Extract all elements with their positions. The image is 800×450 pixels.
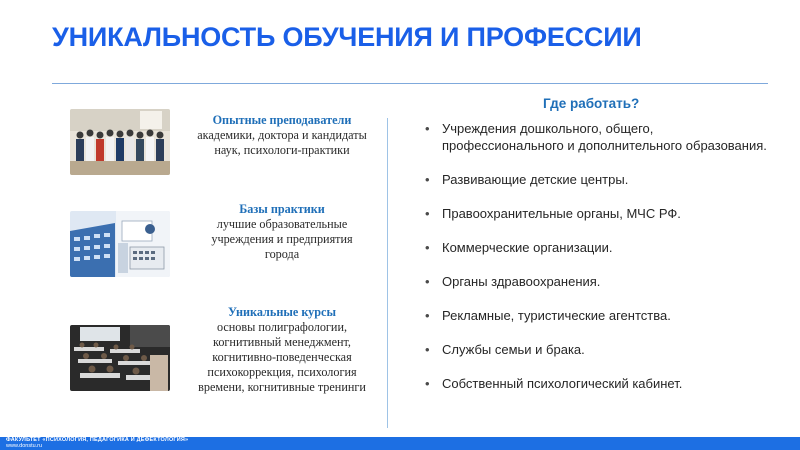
footer-bar: [0, 437, 800, 450]
feature-title: Опытные преподаватели: [212, 113, 352, 127]
list-item: • Рекламные, туристические агентства.: [422, 307, 772, 324]
list-item: • Коммерческие организации.: [422, 239, 772, 256]
list-item: • Органы здравоохранения.: [422, 273, 772, 290]
classroom-photo: [70, 325, 170, 391]
list-item: • Правоохранительные органы, МЧС РФ.: [422, 205, 772, 222]
feature-practice-bases: [196, 202, 368, 262]
feature-description: академики, доктора и кандидаты наук, психологи-практики: [197, 128, 367, 157]
office-building-collage: [70, 211, 170, 277]
title-divider: [52, 83, 768, 84]
list-item: • Собственный психологический кабинет.: [422, 375, 772, 392]
footer-url[interactable]: www.donstu.ru: [6, 443, 43, 449]
list-item: • Учреждения дошкольного, общего, профессионального и дополнительного образования.: [422, 120, 772, 154]
list-item: • Службы семьи и брака.: [422, 341, 772, 358]
slide-title: УНИКАЛЬНОСТЬ ОБУЧЕНИЯ И ПРОФЕССИИ: [52, 22, 642, 52]
feature-description: основы полиграфологии, когнитивный менеджмент, когнитивно-поведенческая психокоррекция, психология времени, когнитивные тренинги: [198, 320, 366, 394]
column-divider: [387, 118, 388, 428]
footer-faculty: ФАКУЛЬТЕТ «ПСИХОЛОГИЯ, ПЕДАГОГИКА И ДЕФЕКТОЛОГИЯ»: [6, 437, 189, 443]
where-to-work-list: [422, 120, 772, 409]
group-photo: [70, 109, 170, 175]
feature-title: Базы практики: [239, 202, 325, 216]
feature-unique-courses: [196, 305, 368, 395]
feature-description: лучшие образовательные учреждения и предприятия города: [211, 217, 353, 261]
feature-experienced-teachers: [196, 113, 368, 158]
where-to-work-title: Где работать?: [543, 96, 640, 111]
list-item: • Развивающие детские центры.: [422, 171, 772, 188]
feature-title: Уникальные курсы: [228, 305, 336, 319]
